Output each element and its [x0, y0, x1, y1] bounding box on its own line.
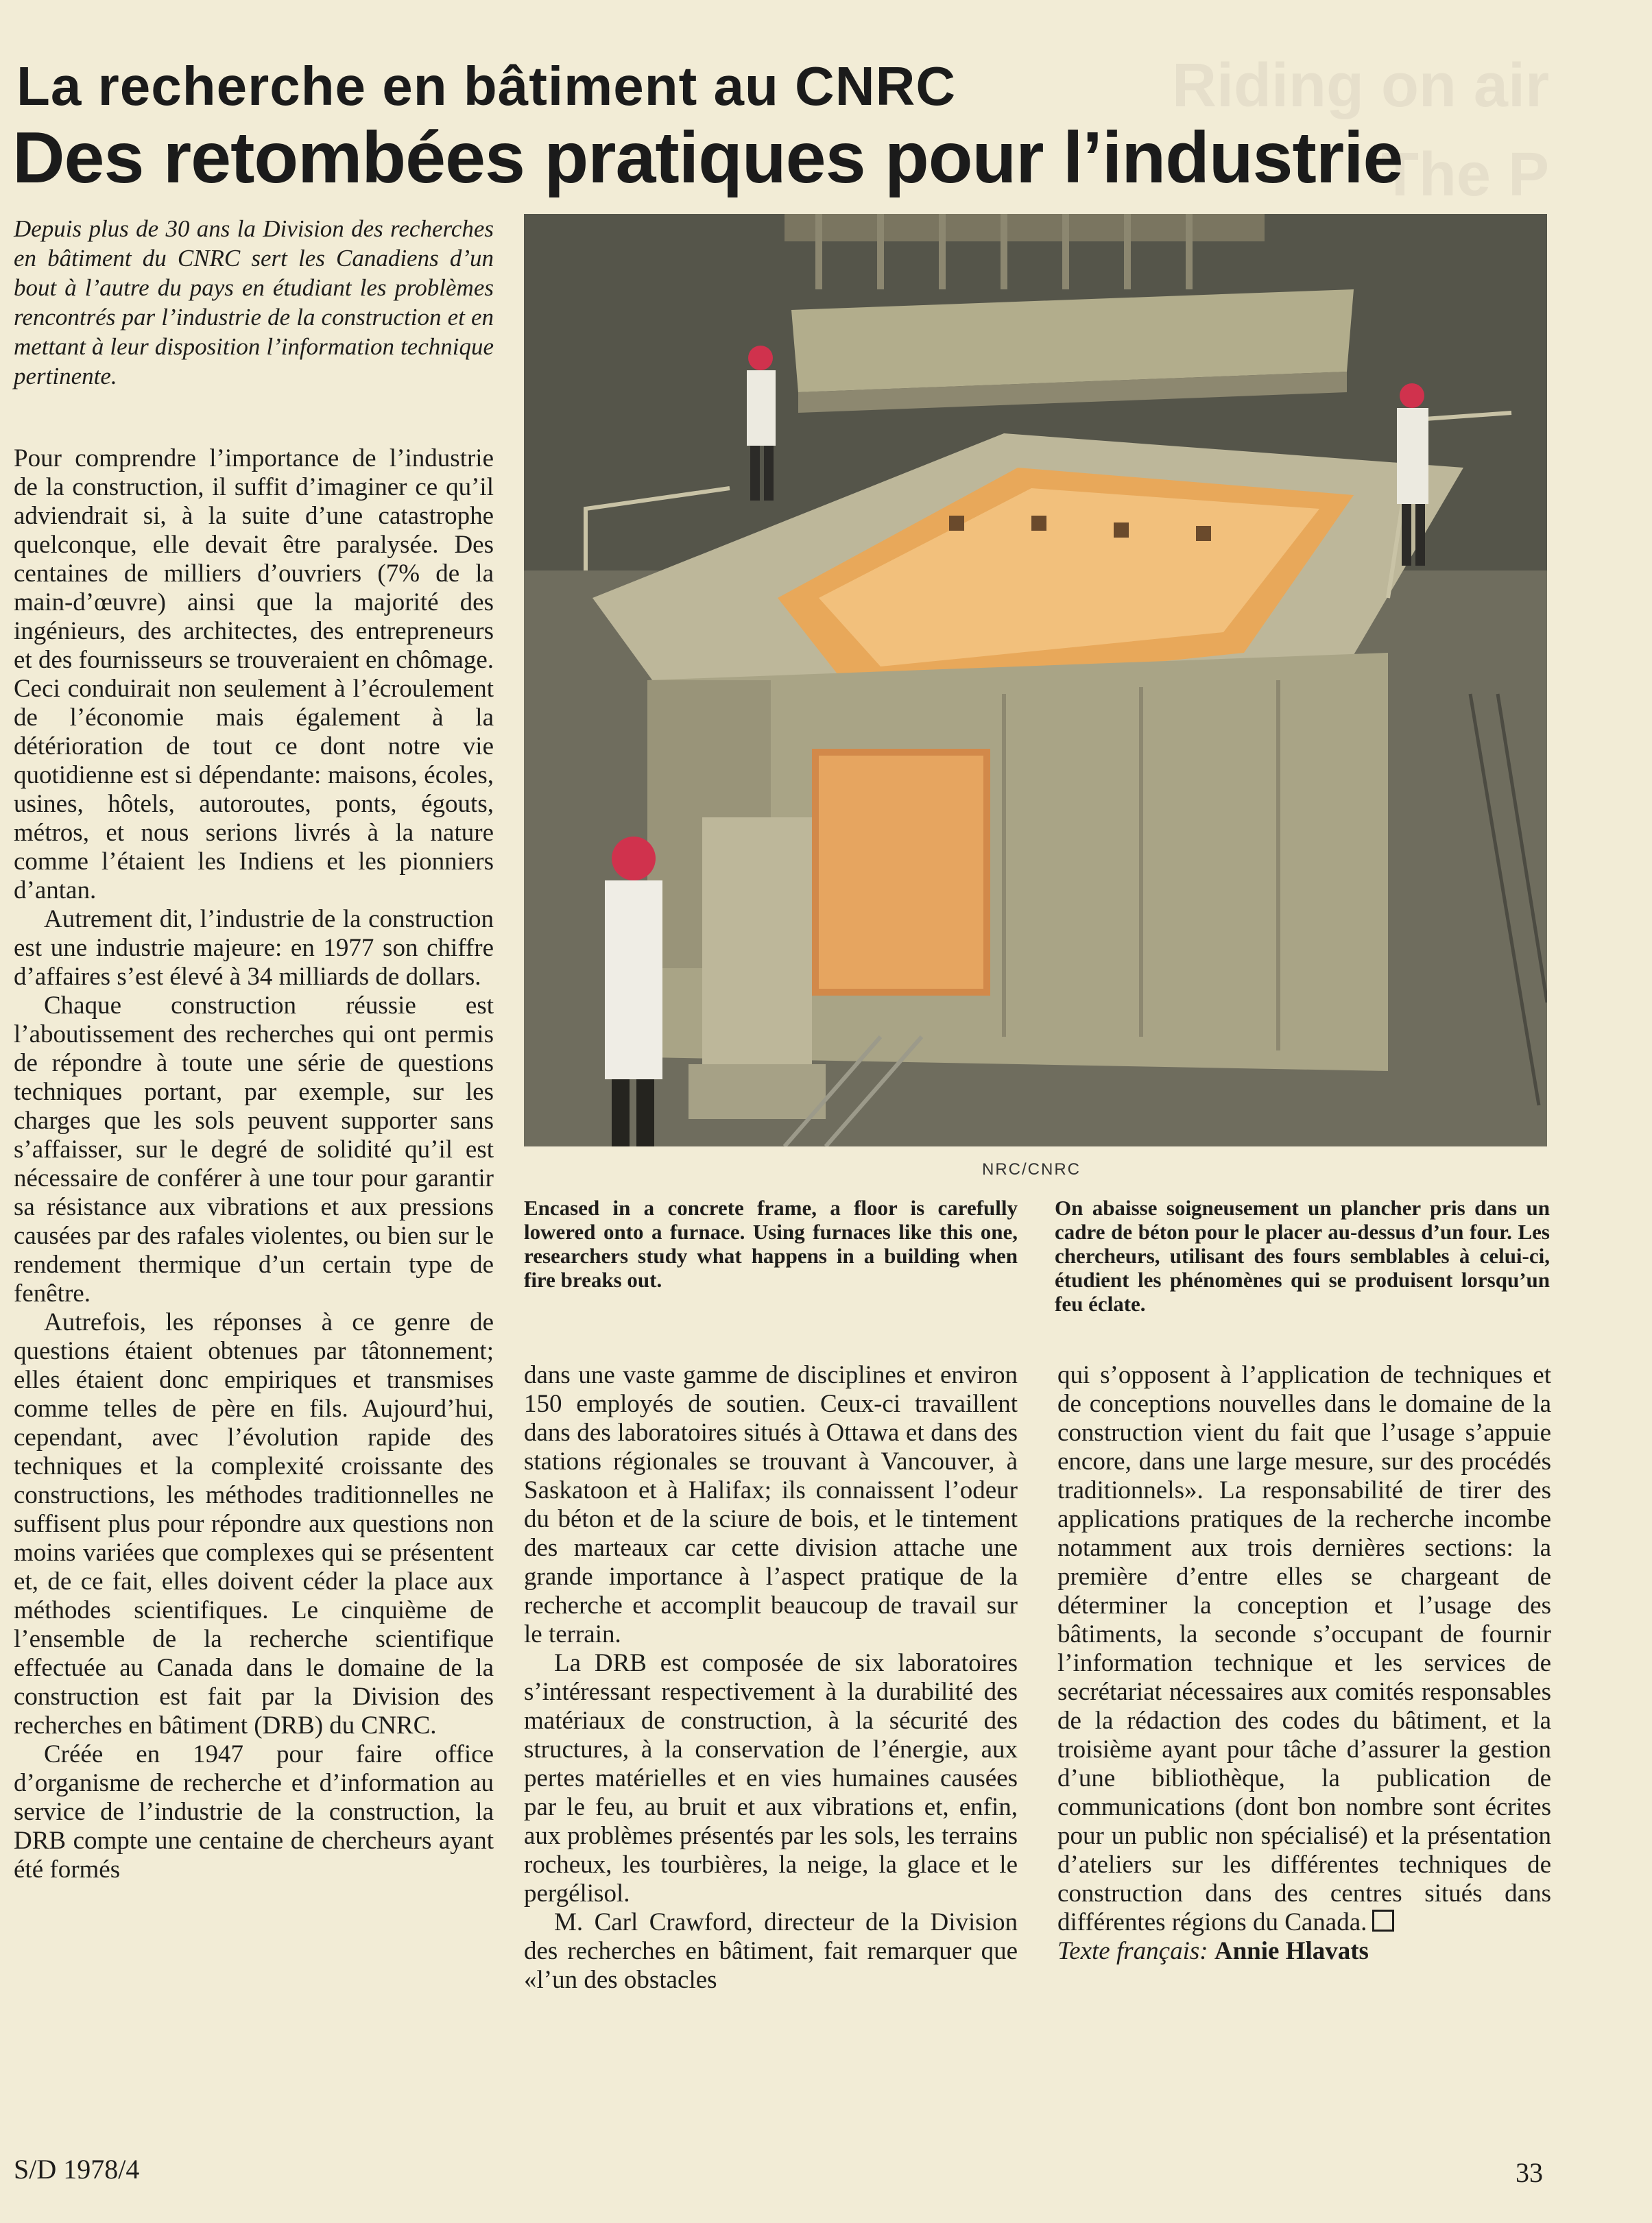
paragraph-text: qui s’opposent à l’application de techniques et de conceptions nouvelles dans le domaine de la construction vient du fait que l’usage s’appuie encore, dans une large mesure, sur des procédés traditionnels». La responsabilité de tirer des applications pratiques de la recherche incombe notamment aux trois dernières sections: la première d’entre elles se chargeant de déterminer la conception et l’usage des bâtiments, la seconde s’occupant de fournir l’information technique et les services de secrétariat nécessaires aux comités responsables de la rédaction des codes du bâtiment, et la troisième ayant pour tâche d’assurer la gestion d’une bibliothèque, la publication de communications (dont bon nombre sont écrites pour un public non spécialisé) et la présentation d’ateliers sur les différentes techniques de construction dans des centres situés dans différentes régions du Canada.	[1057, 1361, 1551, 1936]
caption-french: On abaisse soigneusement un plancher pris dans un cadre de béton pour le placer au-dessus d’un four. Les chercheurs, utilisant des fours semblables à celui-ci, étudient les phénomènes qui se produisent lorsqu’un feu éclate.	[1055, 1196, 1550, 1316]
paragraph: Autrefois, les réponses à ce genre de questions étaient obtenues par tâtonnement; elles étaient donc empiriques et transmises comme telles de père en fils. Aujourd’hui, cependant, avec l’évolution rapide des techniques et la complexité croissante des constructions, les méthodes traditionnelles ne suffisent plus pour répondre aux questions non moins variées que complexes qui se présentent et, de ce fait, elles doivent céder la place aux méthodes scientifiques. Le cinquième de l’ensemble de la recherche scientifique effectuée au Canada dans le domaine de la construction est fait par la Division des recherches en bâtiment (DRB) du CNRC.	[14, 1308, 494, 1740]
translator-name: Annie Hlavats	[1214, 1937, 1369, 1965]
body-column-2	[524, 1361, 1018, 1995]
paragraph: Créée en 1947 pour faire office d’organisme de recherche et d’information au service de l’industrie de la construction, la DRB compte une centaine de chercheurs ayant été formés	[14, 1740, 494, 1884]
translation-credit	[1057, 1937, 1551, 1966]
paragraph: M. Carl Crawford, directeur de la Division des recherches en bâtiment, fait remarquer que «l’un des obstacles	[524, 1908, 1018, 1994]
paragraph: Pour comprendre l’importance de l’industrie de la construction, il suffit d’imaginer ce qu’il adviendrait si, à la suite d’une catastrophe quelconque, elle devait être paralysée. Des centaines de milliers d’ouvriers (7% de la main-d’œuvre) ainsi que la majorité des ingénieurs, des architectes, des entrepreneurs et des fournisseurs se trouveraient en chômage. Ceci conduirait non seulement à l’écroulement de l’économie mais également à la détérioration de tout ce dont notre vie quotidienne est si dépendante: maisons, écoles, usines, hôtels, autoroutes, ponts, égouts, métros, et nous serions livrés à la nature comme l’étaient les Indiens et les pionniers d’antan.	[14, 444, 494, 904]
page-number: 33	[1516, 2157, 1543, 2188]
caption-english: Encased in a concrete frame, a floor is carefully lowered onto a furnace. Using furnaces like this one, researchers study what happens in a building when fire breaks out.	[524, 1196, 1018, 1292]
kicker: La recherche en bâtiment au CNRC	[16, 56, 957, 117]
headline: Des retombées pratiques pour l’industrie	[12, 117, 1403, 198]
paragraph: La DRB est composée de six laboratoires s’intéressant respectivement à la durabilité des matériaux de construction, à la sécurité des structures, à la conservation de l’énergie, aux pertes matérielles et en vies humaines causées par le feu, au bruit et aux vibrations et, enfin, aux problèmes présentés par les sols, les terrains rocheux, les tourbières, la neige, la glace et le pergélisol.	[524, 1649, 1018, 1908]
paragraph: Autrement dit, l’industrie de la construction est une industrie majeure: en 1977 son chiffre d’affaires s’est élevé à 34 milliards de dollars.	[14, 905, 494, 991]
paragraph: Chaque construction réussie est l’aboutissement des recherches qui ont permis de répondre à toute une série de questions techniques portant, par exemple, sur les charges que les sols peuvent supporter sans s’affaisser, sur le degré de solidité qu’il est nécessaire de conférer à une tour pour garantir sa résistance aux vibrations et aux pressions causées par des rafales violentes, ou bien sur le rendement thermique d’un certain type de fenêtre.	[14, 992, 494, 1308]
translation-credit-label: Texte français:	[1057, 1937, 1208, 1965]
lede-text: Depuis plus de 30 ans la Division des recherches en bâtiment du CNRC sert les Canadiens d’un bout à l’autre du pays en étudiant les problèmes rencontrés par l’industrie de la construction et en mettant à leur disposition l’information technique pertinente.	[14, 215, 494, 389]
body-column-1	[14, 444, 494, 1884]
paragraph	[1057, 1361, 1551, 1937]
furnace-photo	[524, 214, 1547, 1146]
end-mark-icon	[1372, 1910, 1394, 1932]
issue-label: S/D 1978/4	[14, 2154, 140, 2185]
body-column-3	[1057, 1361, 1551, 1966]
ghost-line-2: The P	[1380, 141, 1549, 209]
ghost-line-1: Riding on air	[1172, 51, 1549, 120]
paragraph: dans une vaste gamme de disciplines et environ 150 employés de soutien. Ceux-ci travaillent dans des laboratoires situés à Ottawa et dans des stations régionales se trouvant à Vancouver, à Saskatoon et à Halifax; ils connaissent l’odeur du béton et de la sciure de bois, et le tintement des marteaux car cette division attache une grande importance à l’aspect pratique de la recherche et accomplit beaucoup de travail sur le terrain.	[524, 1361, 1018, 1648]
photo-credit: NRC/CNRC	[982, 1160, 1081, 1179]
lede-paragraph	[14, 214, 494, 391]
photo-illustration	[524, 214, 1547, 1146]
